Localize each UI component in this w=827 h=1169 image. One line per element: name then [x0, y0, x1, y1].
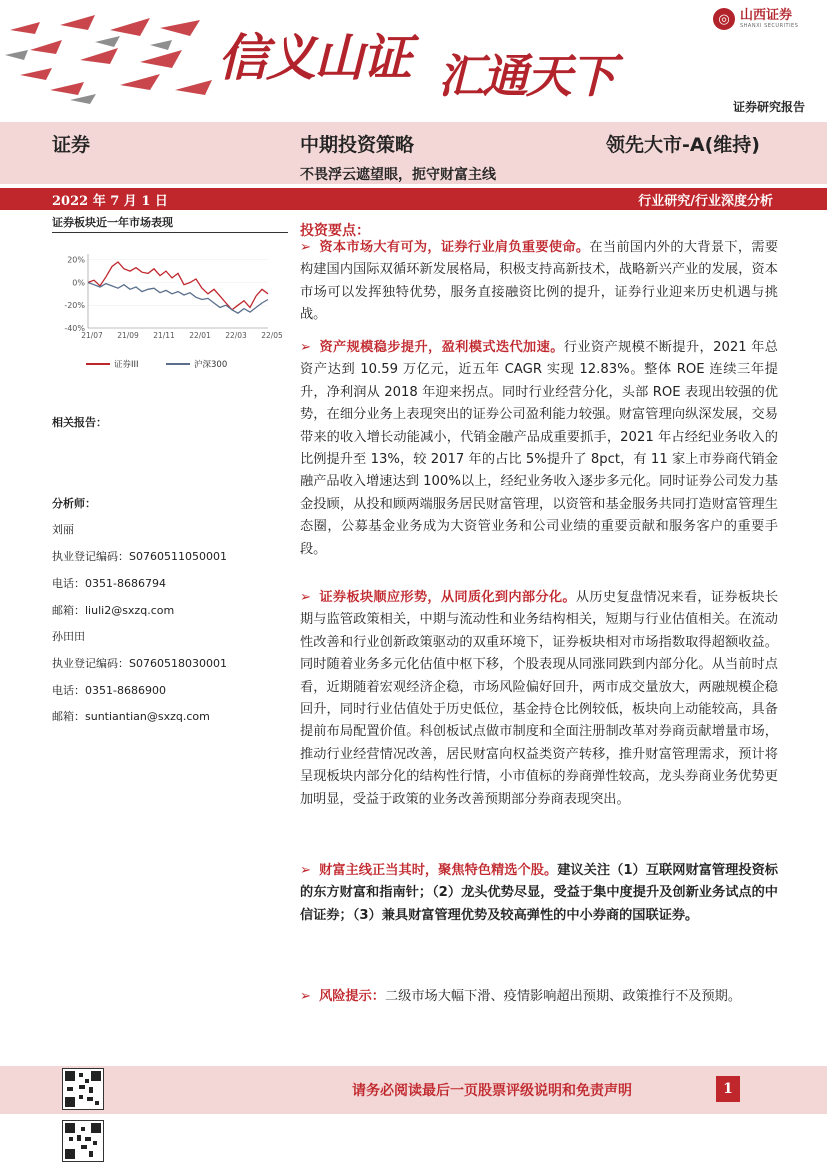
analyst-1-name: 刘丽: [52, 523, 74, 536]
series-line: [88, 283, 268, 314]
x-tick-label: 22/01: [189, 331, 211, 340]
logo-mark-icon: ◎: [713, 8, 735, 30]
report-date: 2022 年 7 月 1 日: [52, 194, 168, 209]
sector-label: 证券: [52, 134, 91, 156]
analyst-label: 分析师：: [52, 497, 96, 510]
report-title: 中期投资策略: [300, 134, 415, 156]
qr-code-icon[interactable]: [62, 1120, 104, 1162]
qr-code-icon[interactable]: [62, 1068, 104, 1110]
point-3-text: 从历史复盘情况来看，证券板块长期与监管政策相关，中期与流动性和业务结构相关，短期与行业估值相关。在流动性改善和行业创新政策驱动的双重环境下，证券板块相对市场指数取得超额收益。同时随着业务多元化估值中枢下移，个股表现从同涨同跌到内部分化。从当前时点看，近期随着宏观经济企稳，市场风险偏好回升，两市成交量放大，两融规模企稳回升，同时行业估值处于历史低位，基金持仓比例较低，板块向上动能较高，具备提前布局配置价值。科创板试点做市制度和全面注册制改革对券商贡献增量市场，推动行业经营情况改善，居民财富向权益类资产转移，推升财富管理需求，预计将呈现板块内部分化的结构性行情，小市值标的券商弹性较高，龙头券商业务优势更加明显，受益于政策的业务改善预期部分券商表现突出。: [300, 590, 779, 807]
key-points-title: 投资要点：: [300, 223, 370, 239]
report-subtitle: 不畏浮云遮望眼，扼守财富主线: [300, 167, 496, 183]
decorative-flags-graphic: [0, 0, 230, 118]
disclaimer-text: 请务必阅读最后一页股票评级说明和免责声明: [352, 1083, 632, 1099]
x-tick-label: 21/11: [153, 331, 175, 340]
point-4: [300, 860, 778, 927]
bullet-arrow-icon: ➢: [300, 590, 312, 605]
bullet-arrow-icon: ➢: [300, 989, 312, 1004]
x-tick-label: 21/07: [81, 331, 103, 340]
point-3: [300, 587, 778, 811]
risk-heading: 风险提示：: [319, 989, 385, 1004]
analyst-1-cert: 执业登记编码：S0760511050001: [52, 550, 227, 563]
market-performance-chart: [58, 246, 283, 376]
y-tick-label: -40%: [64, 324, 85, 333]
point-1-text: 在当前国内外的大背景下，需要构建国内国际双循环新发展格局，积极支持高新技术，战略新兴产业的发展，资本市场可以发挥独特优势，服务直接融资比例的提升，证券行业迎来历史机遇与挑战。: [300, 240, 779, 323]
point-4-heading: 财富主线正当其时，聚焦特色精选个股。: [319, 863, 558, 878]
analyst-1-email[interactable]: 邮箱：liuli2@sxzq.com: [52, 604, 175, 617]
bullet-arrow-icon: ➢: [300, 863, 312, 878]
header-banner: [0, 0, 827, 122]
rating-label: 领先大市-A(维持): [606, 134, 760, 156]
x-tick-label: 21/09: [117, 331, 139, 340]
company-logo: [713, 8, 798, 30]
analyst-1-phone: 电话：0351-8686794: [52, 577, 166, 590]
analyst-2-name: 孙田田: [52, 630, 85, 643]
legend-label: 证券III: [114, 360, 139, 370]
x-tick-label: 22/05: [261, 331, 283, 340]
slogan-part-1: 信义山证: [218, 28, 410, 87]
point-2-heading: 资产规模稳步提升，盈利模式迭代加速。: [319, 340, 564, 355]
x-tick-label: 22/03: [225, 331, 247, 340]
chart-title: 证券板块近一年市场表现: [52, 214, 288, 233]
analyst-2-cert: 执业登记编码：S0760518030001: [52, 657, 227, 670]
logo-name-en: SHANXI SECURITIES: [740, 22, 799, 29]
legend-label: 沪深300: [194, 360, 228, 370]
point-5: [300, 986, 778, 1008]
logo-name-cn: 山西证券: [740, 7, 793, 23]
risk-text: 二级市场大幅下滑、疫情影响超出预期、政策推行不及预期。: [385, 989, 742, 1004]
series-line: [88, 262, 268, 310]
y-tick-label: -20%: [64, 301, 85, 311]
report-type: 证券研究报告: [732, 100, 805, 114]
point-1: [300, 237, 778, 327]
slogan-part-2: 汇通天下: [438, 49, 614, 103]
analyst-2-email[interactable]: 邮箱：suntiantian@sxzq.com: [52, 710, 210, 723]
point-2: [300, 337, 778, 561]
y-tick-label: 0%: [72, 278, 85, 288]
related-reports-label: 相关报告：: [52, 416, 107, 429]
page-number: 1: [716, 1076, 740, 1102]
point-3-heading: 证券板块顺应形势，从同质化到内部分化。: [319, 590, 576, 605]
report-category: 行业研究/行业深度分析: [638, 194, 773, 209]
analyst-2-phone: 电话：0351-8686900: [52, 684, 166, 697]
point-1-heading: 资本市场大有可为，证券行业肩负重要使命。: [319, 240, 590, 255]
point-4-text: 建议关注（1）互联网财富管理投资标的东方财富和指南针；（2）龙头优势尽显，受益于集中度提升及创新业务试点的中信证券；（3）兼具财富管理优势及较高弹性的中小券商的国联证券。: [300, 863, 778, 923]
point-2-text: 行业资产规模不断提升，2021 年总资产达到 10.59 万亿元，近五年 CAGR 实现 12.83%。整体 ROE 连续三年提升，净利润从 2018 年迎来拐点。同时行业经营分化，头部 ROE 表现出较强的优势，在细分业务上表现突出的证券公司盈利能力较强。财富管理向纵深发展，交易带来的收入增长动能减小，代销金融产品成重要抓手，2021 年占经纪业务收入的比例提升至 13%，较 2017 年的占比 5%提升了 8pct，有 11 家上市券商代销金融产品收入增速达到 100%以上，经纪业务收入逐步多元化。同时证券公司发力基金投顾，从投和顾两端服务居民财富管理，以资管和基金服务共同打造财富管理生态圈，公募基金业务成为大资管业务和公司业绩的重要贡献和服务客户的重要手段。: [300, 340, 778, 557]
y-tick-label: 20%: [67, 255, 85, 265]
bullet-arrow-icon: ➢: [300, 340, 312, 355]
bullet-arrow-icon: ➢: [300, 240, 312, 255]
